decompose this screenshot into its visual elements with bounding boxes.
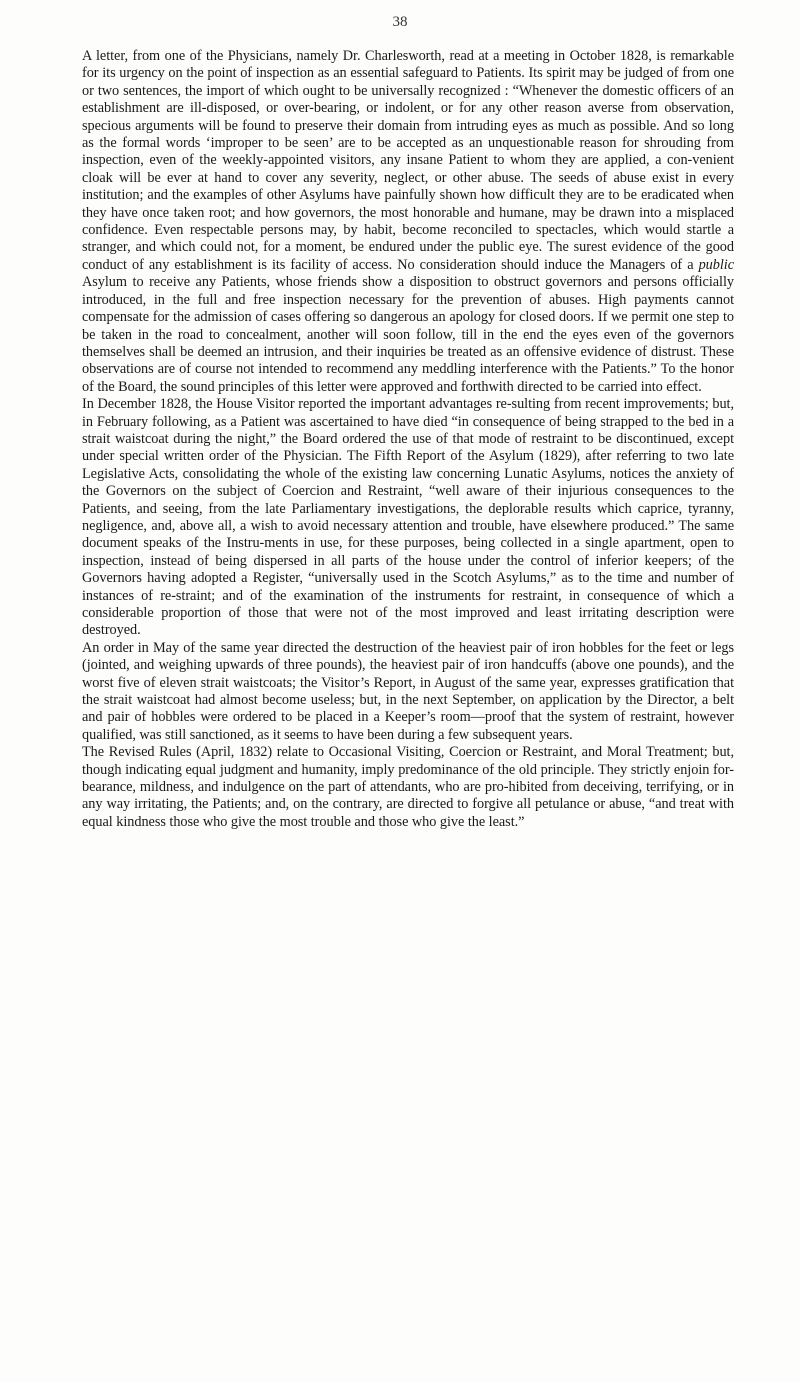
paragraph-may-order: An order in May of the same year directed the destruction of the heaviest pair of iron hobbles for the feet or legs (jointed, and weighing upwards of three pounds), the heaviest pair of iron handcuffs (above one pounds), and the worst five of eleven strait waistcoats; the Visitor’s Report, in August of the same year, expresses gratification that the strait waistcoat had almost become useless; but, in the next September, on application by the Director, a belt and pair of hobbles were ordered to be placed in a Keeper’s room—proof that the system of restraint, however qualified, was still sanctioned, as it seems to have been during a few subsequent years. [82,639,734,743]
paragraph-1-italic-word: public [698,256,734,273]
paragraph-1-text-after: Asylum to receive any Patients, whose friends show a disposition to obstruct governors and persons officially introduced, in the full and free inspection necessary for the prevention of abuses. High payments cannot compensate for the admission of cases offering so dangerous an apology for closed doors. If we permit one step to be taken in the road to concealment, another will soon follow, till in the end the eyes even of the governors themselves shall be deemed an intrusion, and their inquiries be treated as an offensive evidence of distrust. These observations are of course not intended to recommend any meddling interference with the Patients.” To the honor of the Board, the sound principles of this letter were approved and forthwith directed to be carried into effect. [82,274,734,395]
paragraph-1-text-before: A letter, from one of the Physicians, namely Dr. Charlesworth, read at a meeting in October 1828, is remarkable for its urgency on the point of inspection as an essential safeguard to Patients. Its spirit may be judged of from one or two sentences, the import of which ought to be universally recognized : “Whenever the domestic officers of an establishment are ill-disposed, or over-bearing, or indolent, or for any other reason averse from observation, specious arguments will be found to preserve their domain from intruding eyes as much as possible. And so long as the formal words ‘improper to be seen’ are to be accepted as an unquestionable reason for shrouding from inspection, even of the weekly-appointed visitors, any insane Patient to whom they are applied, a con-venient cloak will be ever at hand to cover any severity, neglect, or other abuse. The seeds of abuse exist in every institution; and the examples of other Asylums have painfully shown how difficult they are to be eradicated when they have once taken root; and how governors, the most honorable and humane, may be drawn into a misplaced confidence. Even respectable persons may, by habit, become reconciled to spectacles, which would startle a stranger, and which could not, for a moment, be endured under the public eye. The surest evidence of the good conduct of any establishment is its facility of access. No consideration should induce the Managers of a [82,48,734,273]
page-number: 38 [392,14,408,30]
paragraph-revised-rules: The Revised Rules (April, 1832) relate to Occasional Visiting, Coercion or Restraint, and Moral Treatment; but, though indicating equal judgment and humanity, imply predominance of the old principle. They strictly enjoin for-bearance, mildness, and indulgence on the part of attendants, who are pro-hibited from deceiving, terrifying, or in any way irritating, the Patients; and, on the contrary, are directed to forgive all petulance or abuse, “and treat with equal kindness those who give the most trouble and those who give the least.” [82,744,734,830]
body-text [82,48,734,831]
paragraph-house-visitor-report: In December 1828, the House Visitor reported the important advantages re-sulting from recent improvements; but, in February following, as a Patient was ascertained to have died “in consequence of being strapped to the bed in a strait waistcoat during the night,” the Board ordered the use of that mode of restraint to be discontinued, except under special written order of the Physician. The Fifth Report of the Asylum (1829), after referring to two late Legislative Acts, consolidating the whole of the existing law concerning Lunatic Asylums, notices the anxiety of the Governors on the subject of Coercion and Restraint, “well aware of their injurious consequences to the Patients, and seeing, from the late Parliamentary investigations, the deplorable results which caprice, tyranny, negligence, and, above all, a wish to avoid necessary attention and trouble, have elsewhere produced.” The same document speaks of the Instru-ments in use, for these purposes, being collected in a single apartment, open to inspection, instead of being dispersed in all parts of the house under the control of inferior keepers; of the Governors having adopted a Register, “universally used in the Scotch Asylums,” as to the time and number of instances of re-straint; and of the examination of the instruments for restraint, in consequence of which a considerable proportion of those that were not of the most improved and least irritating description were destroyed. [82,396,734,639]
paragraph-charlesworth-letter [82,48,734,396]
